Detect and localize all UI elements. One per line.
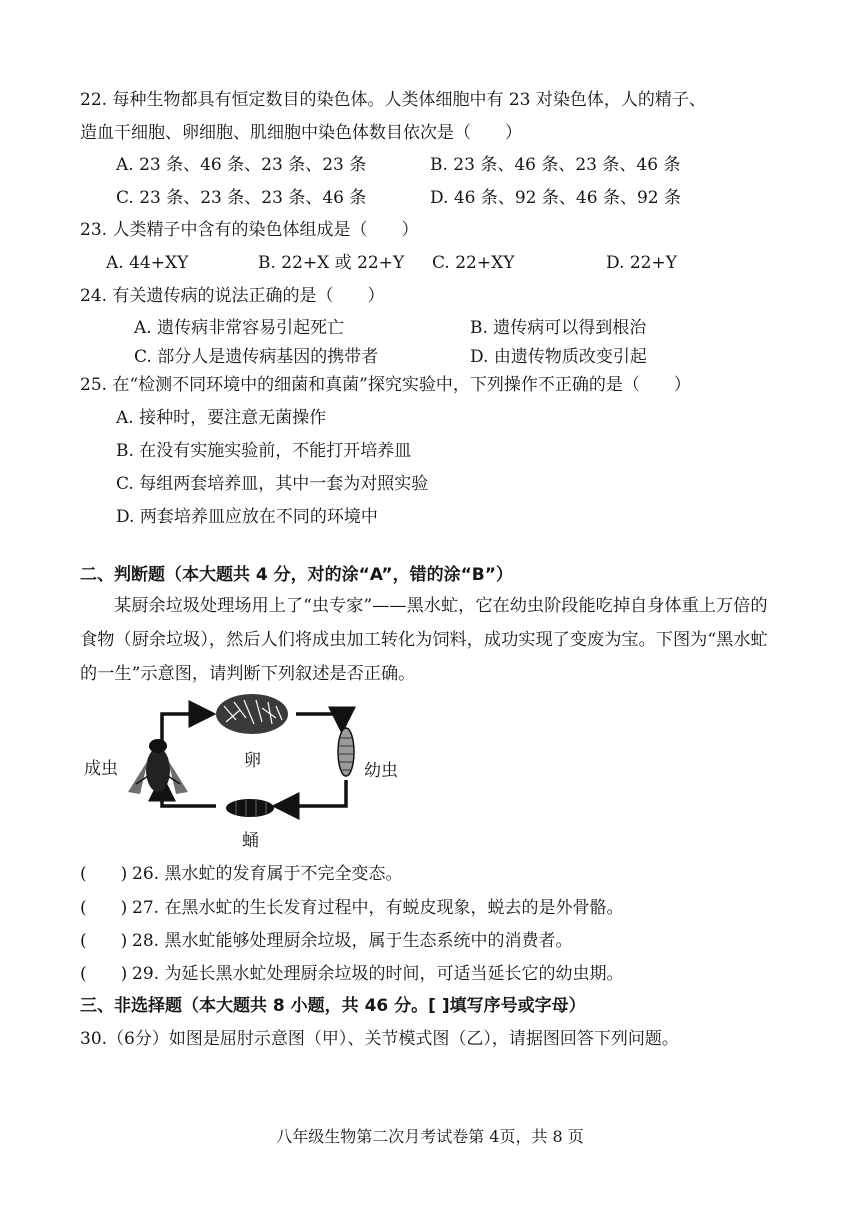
section-3-heading: 三、非选择题（本大题共 8 小题，共 46 分。[ ]填写序号或字母） — [80, 996, 586, 1016]
q22-stem-line1: 22. 每种生物都具有恒定数目的染色体。人类体细胞中有 23 对染色体，人的精子、 — [80, 90, 706, 110]
q24-option-d: D. 由遗传物质改变引起 — [470, 347, 647, 367]
judge-item-text: 27. 在黑水虻的生长发育过程中，有蜕皮现象，蜕去的是外骨骼。 — [132, 898, 624, 918]
q25-option-a: A. 接种时，要注意无菌操作 — [116, 408, 327, 428]
egg-cluster-icon — [216, 694, 288, 734]
q22-option-d: D. 46 条、92 条、46 条、92 条 — [430, 188, 681, 208]
q30-stem: 30.（6分）如图是屈肘示意图（甲）、关节模式图（乙），请据图回答下列问题。 — [80, 1029, 679, 1049]
judge-item-28 — [80, 929, 572, 953]
arrow-adult-to-egg — [162, 714, 206, 752]
q22-option-a: A. 23 条、46 条、23 条、23 条 — [116, 155, 367, 175]
q24-option-a: A. 遗传病非常容易引起死亡 — [134, 318, 345, 338]
q23-option-b: B. 22+X 或 22+Y — [258, 253, 405, 273]
q22-stem-line2: 造血干细胞、卵细胞、肌细胞中染色体数目依次是（ ） — [80, 123, 522, 143]
q25-stem: 25. 在“检测不同环境中的细菌和真菌”探究实验中，下列操作不正确的是（ ） — [80, 375, 691, 395]
arrow-larva-to-pupa — [282, 780, 346, 806]
judge-item-text: 26. 黑水虻的发育属于不完全变态。 — [132, 864, 403, 884]
page-footer: 八年级生物第二次月考试卷第 4页，共 8 页 — [276, 1127, 584, 1146]
answer-blank[interactable]: ( ) — [80, 964, 128, 984]
arrow-egg-to-larva — [296, 714, 342, 724]
q24-option-b: B. 遗传病可以得到根治 — [470, 318, 647, 338]
judge-item-text: 28. 黑水虻能够处理厨余垃圾，属于生态系统中的消费者。 — [132, 931, 573, 951]
q23-option-a: A. 44+XY — [106, 253, 189, 273]
q22-option-c: C. 23 条、23 条、23 条、46 条 — [116, 188, 367, 208]
black-soldier-fly-lifecycle-diagram — [76, 684, 416, 854]
q23-option-c: C. 22+XY — [432, 253, 515, 273]
q25-option-c: C. 每组两套培养皿，其中一套为对照实验 — [116, 474, 429, 494]
q22-option-b: B. 23 条、46 条、23 条、46 条 — [430, 155, 681, 175]
adult-fly-icon — [128, 739, 188, 794]
q24-stem: 24. 有关遗传病的说法正确的是（ ） — [80, 286, 385, 306]
judge-item-26 — [80, 862, 402, 886]
q23-stem: 23. 人类精子中含有的染色体组成是（ ） — [80, 220, 419, 240]
q23-option-d: D. 22+Y — [606, 253, 677, 273]
section-2-passage: 某厨余垃圾处理场用上了“虫专家”——黑水虻，它在幼虫阶段能吃掉自身体重上万倍的食物（厨余垃圾），然后人们将成虫加工转化为饲料，成功实现了变废为宝。下图为“黑水虻的一生”示意图，请判断下列叙述是否正确。 — [80, 596, 768, 684]
section-2-heading: 二、判断题（本大题共 4 分，对的涂“A”，错的涂“B”） — [80, 565, 513, 585]
q25-option-d: D. 两套培养皿应放在不同的环境中 — [116, 507, 378, 527]
arrow-pupa-to-adult — [162, 784, 216, 806]
label-larva: 幼虫 — [364, 761, 398, 781]
judge-item-text: 29. 为延长黑水虻处理厨余垃圾的时间，可适当延长它的幼虫期。 — [132, 964, 624, 984]
label-egg: 卵 — [244, 751, 261, 771]
larva-icon — [338, 728, 354, 776]
answer-blank[interactable]: ( ) — [80, 931, 128, 951]
answer-blank[interactable]: ( ) — [80, 898, 128, 918]
judge-item-27 — [80, 896, 623, 920]
label-adult: 成虫 — [84, 759, 118, 779]
label-pupa: 蛹 — [242, 831, 259, 851]
judge-item-29 — [80, 962, 623, 986]
pupa-icon — [226, 799, 274, 817]
q25-option-b: B. 在没有实施实验前，不能打开培养皿 — [116, 441, 412, 461]
answer-blank[interactable]: ( ) — [80, 864, 128, 884]
q24-option-c: C. 部分人是遗传病基因的携带者 — [134, 347, 379, 367]
